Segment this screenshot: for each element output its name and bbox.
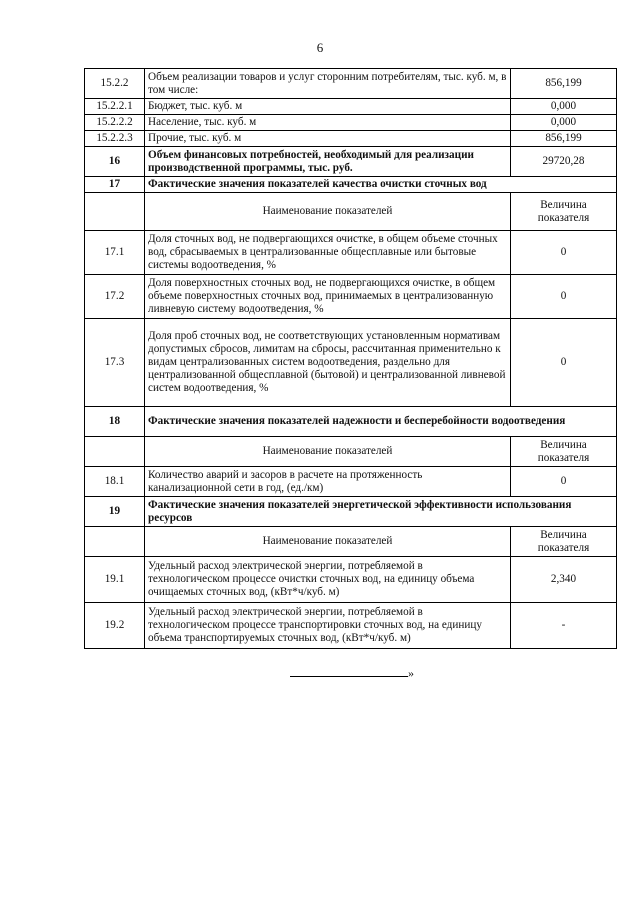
row-name: Удельный расход электрической энергии, потребляемой в технологическом процессе очистки сточных вод, на единицу объема очищаемых сточных вод, (кВт*ч/куб. м) (145, 557, 511, 603)
row-number: 15.2.2.2 (85, 115, 145, 131)
row-value: 0,000 (511, 115, 617, 131)
section-title: Фактические значения показателей энергетической эффективности использования ресурсов (145, 497, 617, 527)
row-number: 19.2 (85, 603, 145, 649)
row-number: 15.2.2 (85, 69, 145, 99)
table-row (85, 69, 617, 99)
table-row (85, 319, 617, 407)
row-name: Бюджет, тыс. куб. м (145, 99, 511, 115)
table-row (85, 467, 617, 497)
signature-underline (290, 667, 408, 677)
table-row-16 (85, 147, 617, 177)
row-value: 0 (511, 467, 617, 497)
empty-cell (85, 437, 145, 467)
row-number: 17.3 (85, 319, 145, 407)
table-row (85, 231, 617, 275)
row-name: Удельный расход электрической энергии, потребляемой в технологическом процессе транспортировки сточных вод, на единицу объема транспортируемых сточных вод, (кВт*ч/куб. м) (145, 603, 511, 649)
row-value: 856,199 (511, 131, 617, 147)
row-value: - (511, 603, 617, 649)
table-row (85, 557, 617, 603)
column-header-value: Величина показателя (511, 527, 617, 557)
row-value: 0 (511, 319, 617, 407)
indicators-table (84, 68, 617, 649)
column-header-row (85, 193, 617, 231)
row-name: Прочие, тыс. куб. м (145, 131, 511, 147)
table-row (85, 131, 617, 147)
column-header-name: Наименование показателей (145, 437, 511, 467)
row-value: 29720,28 (511, 147, 617, 177)
section-title: Фактические значения показателей качества очистки сточных вод (145, 177, 617, 193)
column-header-name: Наименование показателей (145, 193, 511, 231)
row-value: 0 (511, 231, 617, 275)
column-header-value: Величина показателя (511, 193, 617, 231)
row-name: Объем реализации товаров и услуг сторонним потребителям, тыс. куб. м, в том числе: (145, 69, 511, 99)
section-header-18 (85, 407, 617, 437)
row-name: Доля сточных вод, не подвергающихся очистке, в общем объеме сточных вод, сбрасываемых в централизованные общесплавные или бытовые системы водоотведения, % (145, 231, 511, 275)
row-name: Доля поверхностных сточных вод, не подвергающихся очистке, в общем объеме поверхностных сточных вод, принимаемых в централизованную ливневую систему водоотведения, % (145, 275, 511, 319)
row-number: 16 (85, 147, 145, 177)
table-row (85, 275, 617, 319)
section-number: 18 (85, 407, 145, 437)
row-value: 0 (511, 275, 617, 319)
row-name: Население, тыс. куб. м (145, 115, 511, 131)
column-header-row (85, 527, 617, 557)
section-number: 17 (85, 177, 145, 193)
row-number: 19.1 (85, 557, 145, 603)
table-row (85, 115, 617, 131)
section-number: 19 (85, 497, 145, 527)
row-value: 856,199 (511, 69, 617, 99)
row-name: Доля проб сточных вод, не соответствующих установленным нормативам допустимых сбросов, лимитам на сбросы, рассчитанная применительно к видам централизованных систем водоотведения, раздельно для централизованной общесплавной (бытовой) и централизованной ливневой систем водоотведения, % (145, 319, 511, 407)
row-name: Количество аварий и засоров в расчете на протяженность канализационной сети в год, (ед./км) (145, 467, 511, 497)
page-number: 6 (316, 40, 324, 55)
empty-cell (85, 527, 145, 557)
table-row (85, 99, 617, 115)
row-number: 17.2 (85, 275, 145, 319)
closing-line (290, 666, 414, 681)
row-value: 0,000 (511, 99, 617, 115)
column-header-value: Величина показателя (511, 437, 617, 467)
column-header-name: Наименование показателей (145, 527, 511, 557)
section-header-17 (85, 177, 617, 193)
section-header-19 (85, 497, 617, 527)
column-header-row (85, 437, 617, 467)
table-row (85, 603, 617, 649)
row-number: 17.1 (85, 231, 145, 275)
row-value: 2,340 (511, 557, 617, 603)
section-title: Фактические значения показателей надежности и бесперебойности водоотведения (145, 407, 617, 437)
row-name: Объем финансовых потребностей, необходимый для реализации производственной программы, тыс. руб. (145, 147, 511, 177)
row-number: 15.2.2.3 (85, 131, 145, 147)
row-number: 18.1 (85, 467, 145, 497)
empty-cell (85, 193, 145, 231)
closing-quote: » (408, 666, 414, 680)
row-number: 15.2.2.1 (85, 99, 145, 115)
